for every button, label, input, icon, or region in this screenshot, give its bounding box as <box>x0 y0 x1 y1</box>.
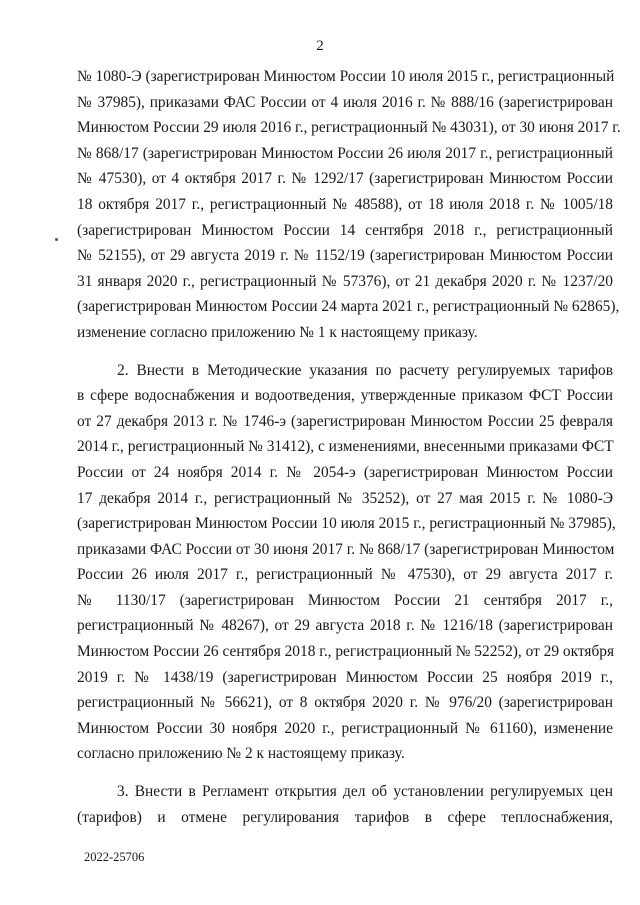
margin-mark <box>55 238 58 241</box>
text-line: регистрационный № 48267), от 29 августа 2018 г. № 1216/18 (зарегистрирован <box>77 617 613 635</box>
text-line: от 27 декабря 2013 г. № 1746-э (зарегистрирован Минюстом России 25 февраля <box>77 412 613 430</box>
text-line: приказами ФАС России от 30 июня 2017 г. № 868/17 (зарегистрирован Минюстом <box>77 540 615 558</box>
text-line: 3. Внести в Регламент открытия дел об установлении регулируемых цен <box>117 783 613 801</box>
paragraph-2 <box>77 358 616 768</box>
text-line: 2014 г., регистрационный № 31412), с изменениями, внесенными приказами ФСТ <box>77 438 614 456</box>
text-line: Минюстом России 29 июля 2016 г., регистрационный № 43031), от 30 июня 2017 г. <box>77 119 621 137</box>
text-line: согласно приложению № 2 к настоящему приказу. <box>77 745 405 763</box>
text-line: Минюстом России 26 сентября 2018 г., регистрационный № 52252), от 29 октября <box>77 643 615 661</box>
text-line: (зарегистрирован Минюстом России 14 сентября 2018 г., регистрационный <box>77 221 613 239</box>
text-line: № 52155), от 29 августа 2019 г. № 1152/19 (зарегистрирован Минюстом России <box>77 247 613 265</box>
text-line: № 868/17 (зарегистрирован Минюстом России 26 июля 2017 г., регистрационный <box>77 144 613 162</box>
text-line: 17 декабря 2014 г., регистрационный № 35252), от 27 мая 2015 г. № 1080-Э <box>77 489 613 507</box>
text-line: № 37985), приказами ФАС России от 4 июля 2016 г. № 888/16 (зарегистрирован <box>77 93 613 111</box>
page-number: 2 <box>316 38 324 54</box>
text-line: России 26 июля 2017 г., регистрационный № 47530), от 29 августа 2017 г. <box>77 566 613 584</box>
text-line: Минюстом России 30 ноября 2020 г., регистрационный № 61160), изменение <box>77 719 613 737</box>
text-line: России от 24 ноября 2014 г. № 2054-э (зарегистрирован Минюстом России <box>77 463 613 481</box>
paragraph-1 <box>77 64 621 346</box>
text-line: 2. Внести в Методические указания по расчету регулируемых тарифов <box>117 361 613 379</box>
text-line: (зарегистрирован Минюстом России 24 марта 2021 г., регистрационный № 62865), <box>77 298 620 316</box>
text-line: регистрационный № 56621), от 8 октября 2020 г. № 976/20 (зарегистрирован <box>77 694 613 712</box>
text-line: (зарегистрирован Минюстом России 10 июля 2015 г., регистрационный № 37985), <box>77 515 616 533</box>
text-line: 18 октября 2017 г., регистрационный № 48588), от 18 июля 2018 г. № 1005/18 <box>77 195 613 213</box>
text-line: (тарифов) и отмене регулирования тарифов в сфере теплоснабжения, <box>77 808 613 826</box>
text-line: № 1080-Э (зарегистрирован Минюстом России 10 июля 2015 г., регистрационный <box>77 68 615 85</box>
text-line: № 47530), от 4 октября 2017 г. № 1292/17 (зарегистрирован Минюстом России <box>77 170 613 188</box>
document-body <box>77 64 621 830</box>
text-line: в сфере водоснабжения и водоотведения, утвержденные приказом ФСТ России <box>77 387 613 405</box>
text-line: 2019 г. № 1438/19 (зарегистрирован Минюстом России 25 ноября 2019 г., <box>77 668 613 686</box>
document-code: 2022-25706 <box>84 850 145 864</box>
text-line: № 1130/17 (зарегистрирован Минюстом России 21 сентября 2017 г., <box>77 591 613 609</box>
text-line: 31 января 2020 г., регистрационный № 57376), от 21 декабря 2020 г. № 1237/20 <box>77 272 613 290</box>
text-line: изменение согласно приложению № 1 к настоящему приказу. <box>77 323 478 341</box>
paragraph-3 <box>77 779 613 830</box>
